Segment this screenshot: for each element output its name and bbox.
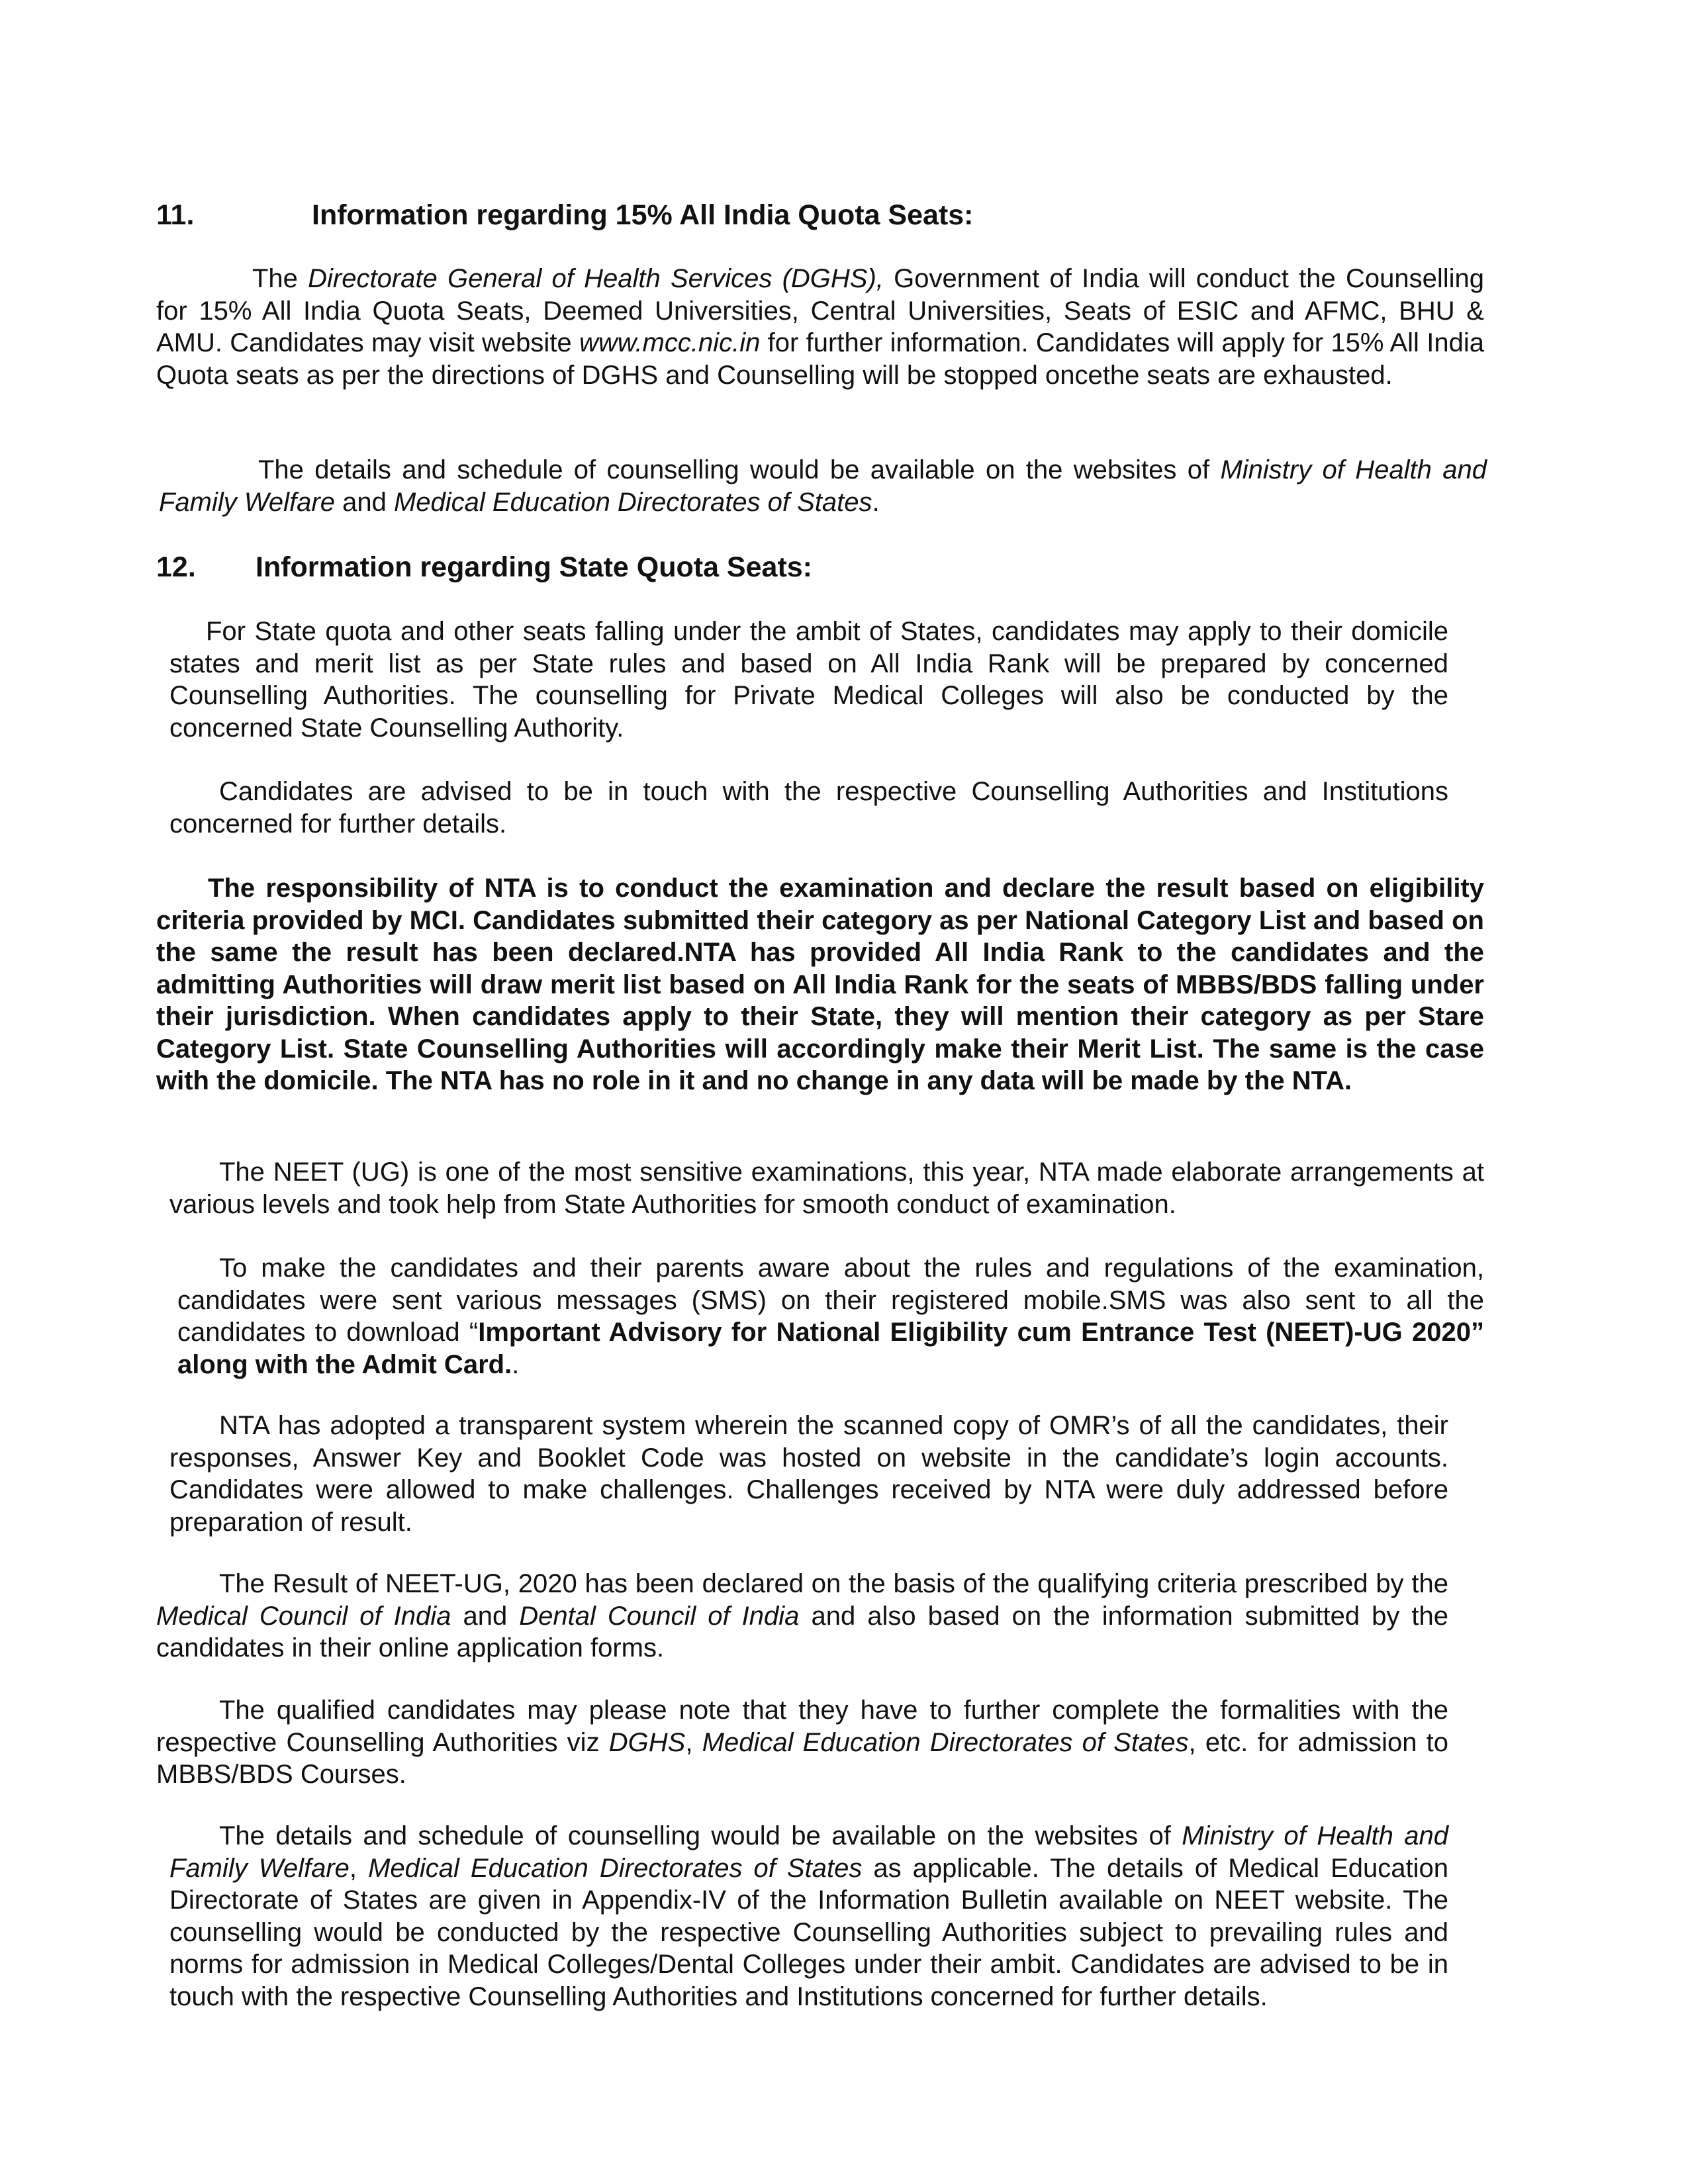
section-11-number: 11. [156, 199, 195, 231]
dghs-name: Directorate General of Health Services (DGHS), [308, 264, 884, 293]
section-12-heading [156, 551, 812, 584]
qualified-candidates-paragraph: The qualified candidates may please note that they have to further complete the formalities with the respective Counselling Authorities viz DGHS, Medical Education Directorates of States, etc. for admission to MBBS/BDS Courses. [156, 1696, 1449, 1789]
section-11-paragraph-2: The details and schedule of counselling would be available on the websites of Ministry of Health and Family Welfare and Medical Education Directorates of States. [159, 455, 1487, 517]
counselling-details-paragraph: The details and schedule of counselling would be available on the websites of Ministry of Health and Family Welfare, Medical Education Directorates of States as applicable. The details of Medical Education Directorate of States are given in Appendix-IV of the Information Bulletin available on NEET website. The counselling would be conducted by the respective Counselling Authorities subject to prevailing rules and norms for admission in Medical Colleges/Dental Colleges under their ambit. Candidates are advised to be in touch with the respective Counselling Authorities and Institutions concerned for further details. [169, 1821, 1448, 2011]
mci-name: Medical Council of India [156, 1601, 451, 1631]
section-11-title: Information regarding 15% All India Quota Seats: [312, 199, 974, 231]
directorates-name-2: Medical Education Directorates of States [702, 1727, 1189, 1757]
dghs-abbr: DGHS [608, 1727, 686, 1757]
section-12-paragraph-2: Candidates are advised to be in touch with the respective Counselling Authorities and Institutions concerned for further details. [169, 777, 1448, 839]
ministry-name: Ministry of Health and Family Welfare [159, 455, 1487, 517]
neet-sensitivity-paragraph: The NEET (UG) is one of the most sensitive examinations, this year, NTA made elaborate arrangements at various levels and took help from State Authorities for smooth conduct of examination. [169, 1158, 1484, 1219]
section-12-title: Information regarding State Quota Seats: [256, 551, 812, 583]
directorates-name-3: Medical Education Directorates of States [368, 1853, 863, 1883]
sms-advisory-paragraph: To make the candidates and their parents aware about the rules and regulations of the examination, candidates were sent various messages (SMS) on their registered mobile.SMS was also sent to all the candidates to download “Important Advisory for National Eligibility cum Entrance Test (NEET)-UG 2020” along with the Admit Card.. [177, 1253, 1484, 1379]
directorates-name: Medical Education Directorates of States [393, 487, 872, 517]
omr-transparency-paragraph: NTA has adopted a transparent system wherein the scanned copy of OMR’s of all the candidates, their responses, Answer Key and Booklet Code was hosted on website in the candidate’s login accounts. Candidates were allowed to make challenges. Challenges received by NTA were duly addressed before preparation of result. [169, 1411, 1448, 1537]
dci-name: Dental Council of India [519, 1601, 800, 1631]
section-11-heading [156, 199, 974, 232]
section-12-number: 12. [156, 551, 196, 583]
website-link[interactable]: www.mcc.nic.in [579, 328, 761, 357]
ministry-name-2: Ministry of Health and Family Welfare [169, 1821, 1448, 1883]
result-declared-paragraph: The Result of NEET-UG, 2020 has been declared on the basis of the qualifying criteria prescribed by the Medical Council of India and Dental Council of India and also based on the information submitted by the candidates in their online application forms. [156, 1569, 1449, 1662]
section-11-paragraph-1: The Directorate General of Health Services (DGHS), Government of India will conduct the Counselling for 15% All India Quota Seats, Deemed Universities, Central Universities, Seats of ESIC and AFMC, BHU & AMU. Candidates may visit website www.mcc.nic.in for further information. Candidates will apply for 15% All India Quota seats as per the directions of DGHS and Counselling will be stopped oncethe seats are exhausted. [156, 264, 1484, 390]
advisory-title: Important Advisory for National Eligibility cum Entrance Test (NEET)-UG 2020” along with the Admit Card. [177, 1318, 1484, 1379]
section-12-paragraph-1: For State quota and other seats falling under the ambit of States, candidates may apply to their domicile states and merit list as per State rules and based on All India Rank will be prepared by concerned Counselling Authorities. The counselling for Private Medical Colleges will also be conducted by the concerned State Counselling Authority. [169, 617, 1448, 743]
nta-responsibility-paragraph: The responsibility of NTA is to conduct the examination and declare the result based on eligibility criteria provided by MCI. Candidates submitted their category as per National Category List and based on the same the result has been declared.NTA has provided All India Rank to the candidates and the admitting Authorities will draw merit list based on All India Rank for the seats of MBBS/BDS falling under their jurisdiction. When candidates apply to their State, they will mention their category as per Stare Category List. State Counselling Authorities will accordingly make their Merit List. The same is the case with the domicile. The NTA has no role in it and no change in any data will be made by the NTA. [156, 874, 1484, 1095]
